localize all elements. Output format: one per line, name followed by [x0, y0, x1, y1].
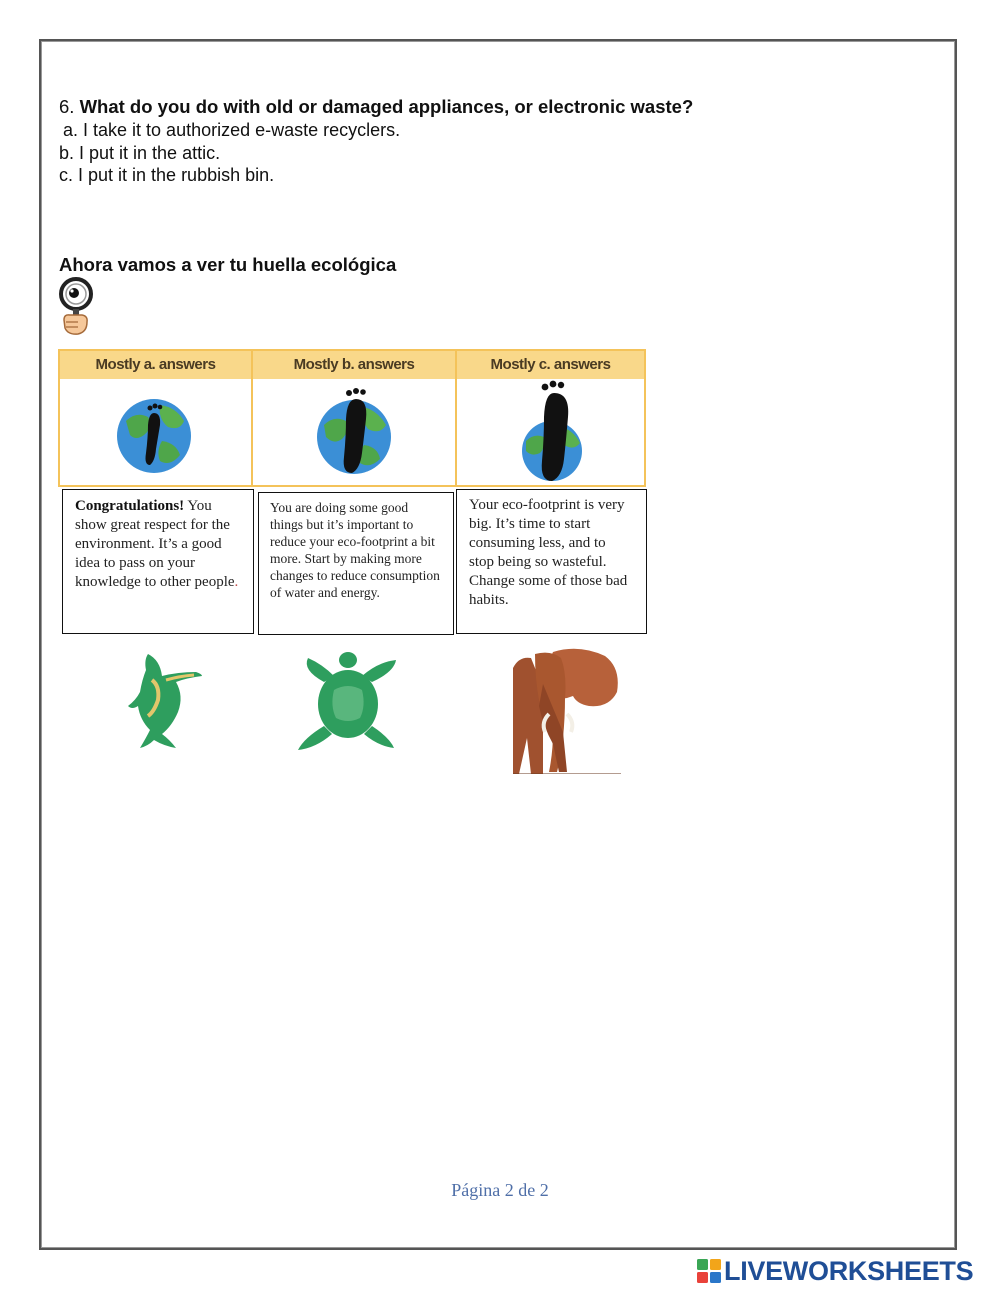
magnifier-icon	[56, 276, 96, 338]
column-divider	[455, 351, 457, 485]
results-table	[58, 349, 646, 487]
elephant-image	[513, 648, 621, 774]
question-title	[59, 96, 693, 118]
column-divider	[251, 351, 253, 485]
page-number: Página 2 de 2	[451, 1180, 549, 1200]
liveworksheets-logo	[697, 1256, 973, 1286]
globe-medium-footprint-icon	[312, 385, 398, 481]
result-a-box	[62, 489, 254, 634]
sea-turtle-image	[294, 652, 400, 752]
question-number: 6.	[59, 96, 75, 117]
liveworksheets-grid-icon	[697, 1259, 721, 1283]
dolphin-image	[126, 650, 206, 750]
result-b-box	[258, 492, 454, 635]
result-a-period: .	[234, 574, 239, 590]
header-mostly-c: Mostly c. answers	[490, 356, 611, 373]
result-c-text: Your eco-footprint is very big. It’s time to start consuming less, and to stop being so wasteful. Change some of those bad habits.	[469, 497, 628, 608]
globe-big-footprint-icon	[512, 379, 592, 487]
option-b: b. I put it in the attic.	[59, 143, 221, 163]
option-c: c. I put it in the rubbish bin.	[59, 165, 275, 185]
header-mostly-b: Mostly b. answers	[293, 356, 415, 373]
result-b-text: You are doing some good things but it’s important to reduce your eco-footprint a bit more. Start by making more changes to reduce consumption of water and energy.	[270, 500, 440, 600]
result-c-box	[456, 489, 647, 634]
option-a: a. I take it to authorized e-waste recyclers.	[63, 120, 401, 140]
result-a-text: You show great respect for the environment. It’s a good idea to pass on your knowledge to other people	[75, 498, 235, 590]
section-title: Ahora vamos a ver tu huella ecológica	[59, 254, 397, 275]
header-mostly-a: Mostly a. answers	[95, 356, 216, 373]
page-frame	[39, 39, 957, 1250]
brand-name: LIVEWORKSHEETS	[724, 1255, 974, 1286]
result-a-heading: Congratulations!	[75, 498, 185, 514]
globe-small-footprint-icon	[114, 391, 194, 477]
question-text: What do you do with old or damaged appliances, or electronic waste?	[79, 96, 694, 117]
